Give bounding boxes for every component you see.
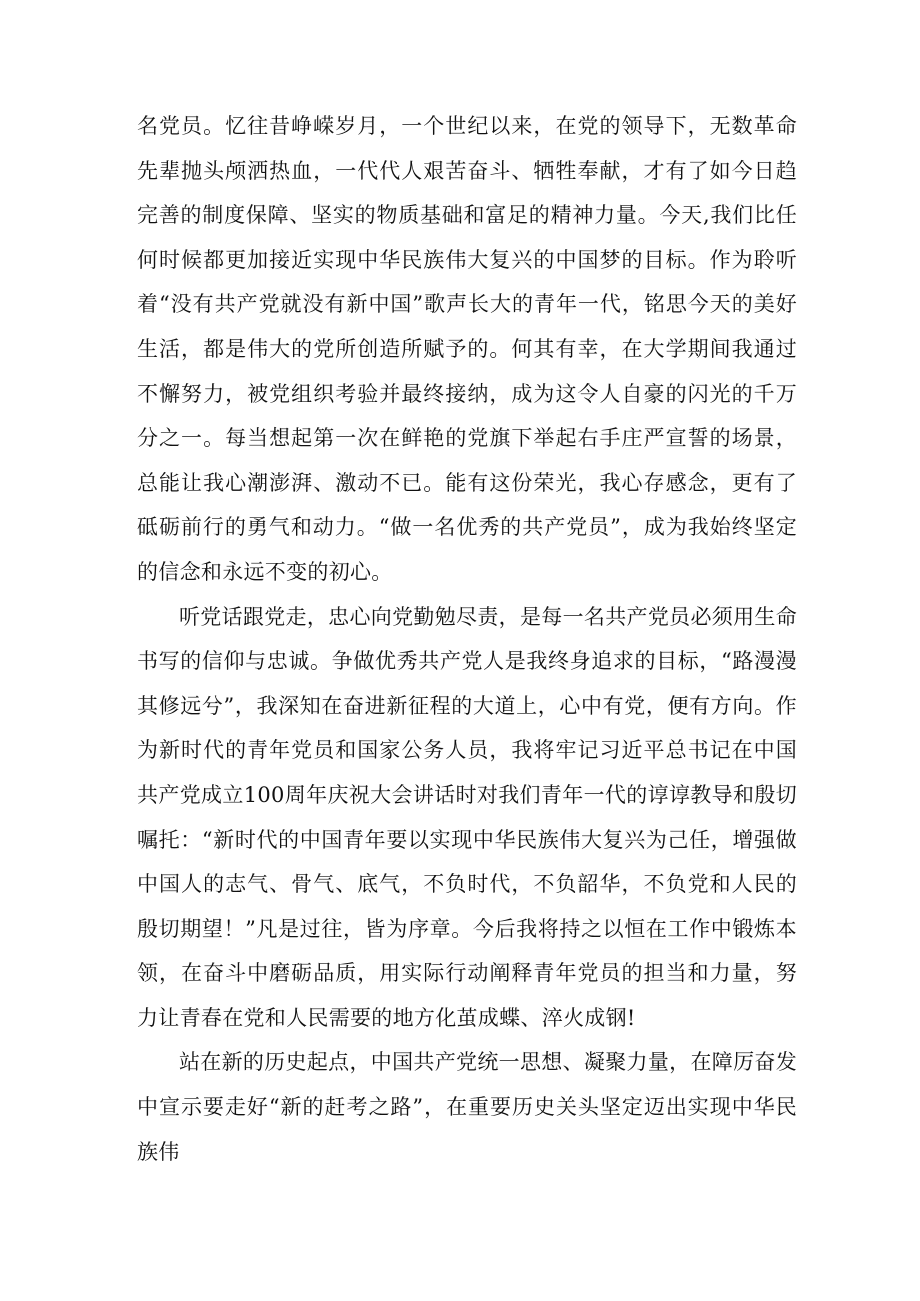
paragraph-2: 听党话跟党走，忠心向党勤勉尽责，是每一名共产党员必须用生命书写的信仰与忠诚。争做优秀共产党人是我终身追求的目标，“路漫漫其修远兮”，我深知在奋进新征程的大道上，心中有党，便有方向。作为新时代的青年党员和国家公务人员，我将牢记习近平总书记在中国共产党成立100周年庆祝大会讲话时对我们青年一代的谆谆教导和殷切嘱托：“新时代的中国青年要以实现中华民族伟大复兴为己任，增强做中国人的志气、骨气、底气，不负时代，不负韶华，不负党和人民的殷切期望！”凡是过往，皆为序章。今后我将持之以恒在工作中锻炼本领，在奋斗中磨砺品质，用实际行动阐释青年党员的担当和力量，努力让青春在党和人民需要的地方化茧成蝶、淬火成钢! bbox=[137, 604, 797, 1030]
paragraph-1: 名党员。忆往昔峥嵘岁月，一个世纪以来，在党的领导下，无数革命先辈抛头颅洒热血，一代代人艰苦奋斗、牺牲奉献，才有了如今日趋完善的制度保障、坚实的物质基础和富足的精神力量。今天,我们比任何时候都更加接近实现中华民族伟大复兴的中国梦的目标。作为聆听着“没有共产党就没有新中国”歌声长大的青年一代，铭思今天的美好生活，都是伟大的党所创造所赋予的。何其有幸，在大学期间我通过不懈努力，被党组织考验并最终接纳，成为这令人自豪的闪光的千万分之一。每当想起第一次在鲜艳的党旗下举起右手庄严宣誓的场景，总能让我心潮澎湃、激动不已。能有这份荣光，我心存感念，更有了砥砺前行的勇气和动力。“做一名优秀的共产党员”，成为我始终坚定的信念和永远不变的初心。 bbox=[137, 114, 797, 584]
document-body bbox=[137, 104, 797, 1174]
paragraph-3: 站在新的历史起点，中国共产党统一思想、凝聚力量，在障厉奋发中宣示要走好“新的赶考之路”，在重要历史关头坚定迈出实现中华民族伟 bbox=[137, 1050, 797, 1164]
